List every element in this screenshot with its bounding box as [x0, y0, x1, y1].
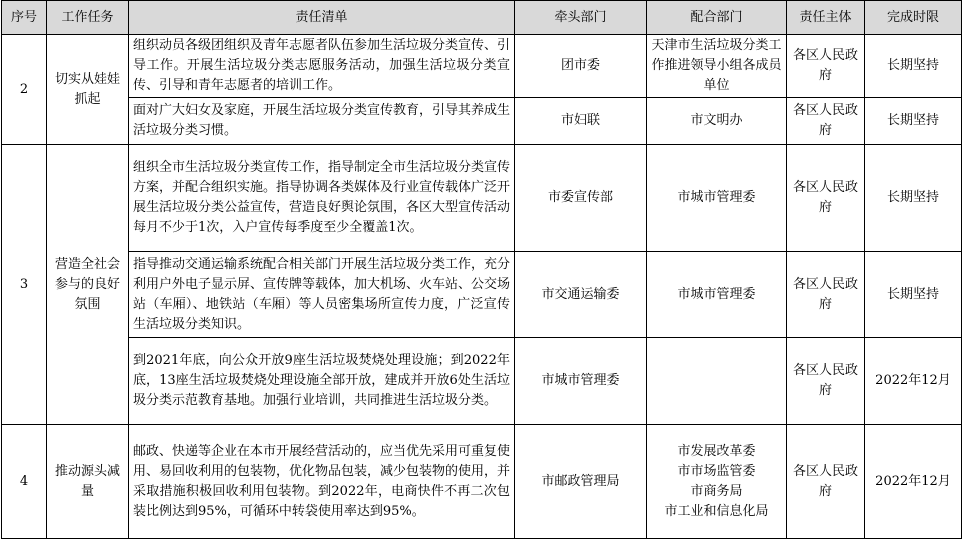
deadline-cell: 长期坚持 — [865, 252, 962, 338]
task-cell: 营造全社会参与的良好氛围 — [47, 145, 129, 425]
seq-cell: 4 — [2, 425, 47, 539]
responsibility-cell: 组织动员各级团组织及青年志愿者队伍参加生活垃圾分类宣传、引导工作。开展生活垃圾分类志愿服务活动，加强生活垃圾分类宣传、引导和青年志愿者的培训工作。 — [129, 35, 515, 98]
header-responsibility: 责任清单 — [129, 1, 515, 35]
lead-dept-cell: 团市委 — [515, 35, 647, 98]
table-row — [2, 425, 962, 539]
header-deadline: 完成时限 — [865, 1, 962, 35]
task-cell: 切实从娃娃抓起 — [47, 35, 129, 145]
table-row — [2, 98, 962, 145]
subject-cell: 各区人民政府 — [787, 145, 865, 252]
lead-dept-cell: 市委宣传部 — [515, 145, 647, 252]
lead-dept-cell: 市城市管理委 — [515, 338, 647, 425]
lead-dept-cell: 市妇联 — [515, 98, 647, 145]
deadline-cell: 长期坚持 — [865, 145, 962, 252]
subject-cell: 各区人民政府 — [787, 98, 865, 145]
deadline-cell: 长期坚持 — [865, 98, 962, 145]
header-subject: 责任主体 — [787, 1, 865, 35]
seq-cell: 3 — [2, 145, 47, 425]
coop-dept-cell — [647, 338, 787, 425]
table-row — [2, 145, 962, 252]
coop-dept-cell: 市文明办 — [647, 98, 787, 145]
table-row — [2, 252, 962, 338]
lead-dept-cell: 市邮政管理局 — [515, 425, 647, 539]
header-task: 工作任务 — [47, 1, 129, 35]
task-cell: 推动源头减量 — [47, 425, 129, 539]
table-row — [2, 35, 962, 98]
subject-cell: 各区人民政府 — [787, 338, 865, 425]
responsibility-cell: 面对广大妇女及家庭，开展生活垃圾分类宣传教育，引导其养成生活垃圾分类习惯。 — [129, 98, 515, 145]
responsibility-cell: 到2021年底，向公众开放9座生活垃圾焚烧处理设施；到2022年底，13座生活垃圾焚烧处理设施全部开放，建成并开放6处生活垃圾分类示范教育基地。加强行业培训，共同推进生活垃圾分类。 — [129, 338, 515, 425]
deadline-cell: 2022年12月 — [865, 425, 962, 539]
coop-dept-cell: 市城市管理委 — [647, 252, 787, 338]
responsibility-table — [1, 0, 962, 539]
coop-dept-cell: 市发展改革委 市市场监管委 市商务局 市工业和信息化局 — [647, 425, 787, 539]
seq-cell: 2 — [2, 35, 47, 145]
header-coop-dept: 配合部门 — [647, 1, 787, 35]
lead-dept-cell: 市交通运输委 — [515, 252, 647, 338]
deadline-cell: 2022年12月 — [865, 338, 962, 425]
coop-dept-cell: 天津市生活垃圾分类工作推进领导小组各成员单位 — [647, 35, 787, 98]
coop-dept-cell: 市城市管理委 — [647, 145, 787, 252]
header-lead-dept: 牵头部门 — [515, 1, 647, 35]
subject-cell: 各区人民政府 — [787, 252, 865, 338]
deadline-cell: 长期坚持 — [865, 35, 962, 98]
responsibility-cell: 邮政、快递等企业在本市开展经营活动的，应当优先采用可重复使用、易回收利用的包装物，优化物品包装，减少包装物的使用，并采取措施积极回收利用包装物。到2022年，电商快件不再二次包装比例达到95%，可循环中转袋使用率达到95%。 — [129, 425, 515, 539]
responsibility-cell: 指导推动交通运输系统配合相关部门开展生活垃圾分类工作，充分利用户外电子显示屏、宣传牌等载体，加大机场、火车站、公交场站（车厢）、地铁站（车厢）等人员密集场所宣传力度，广泛宣传生活垃圾分类知识。 — [129, 252, 515, 338]
table-header-row — [2, 1, 962, 35]
subject-cell: 各区人民政府 — [787, 35, 865, 98]
subject-cell: 各区人民政府 — [787, 425, 865, 539]
responsibility-cell: 组织全市生活垃圾分类宣传工作，指导制定全市生活垃圾分类宣传方案，并配合组织实施。指导协调各类媒体及行业宣传载体广泛开展生活垃圾分类公益宣传，营造良好舆论氛围，各区大型宣传活动每月不少于1次，入户宣传每季度至少全覆盖1次。 — [129, 145, 515, 252]
header-seq: 序号 — [2, 1, 47, 35]
table-row — [2, 338, 962, 425]
